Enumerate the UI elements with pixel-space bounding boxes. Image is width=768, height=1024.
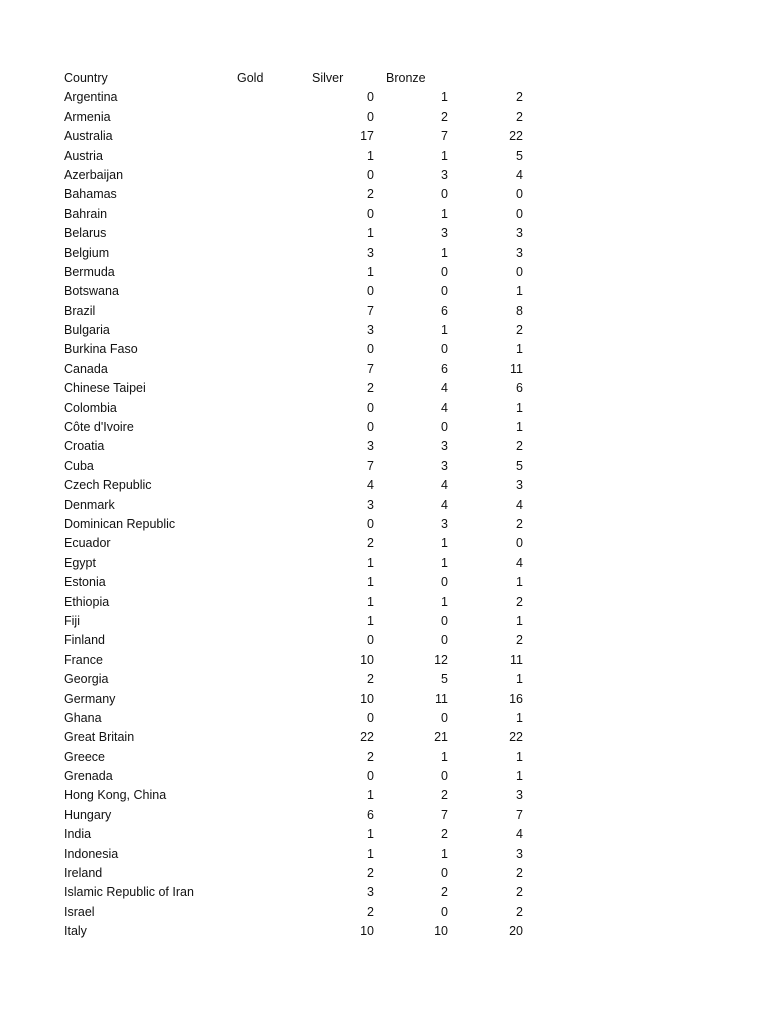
table-row: [64, 515, 523, 534]
country-cell: Bulgaria: [64, 323, 110, 338]
table-row: [64, 108, 523, 127]
gold-cell: 10: [360, 652, 374, 667]
bronze-cell: 2: [516, 885, 523, 900]
silver-cell: 1: [441, 245, 448, 260]
country-cell: Indonesia: [64, 846, 119, 861]
bronze-cell: 0: [516, 187, 523, 202]
silver-cell: 3: [441, 226, 448, 241]
gold-cell: 0: [367, 400, 374, 415]
gold-cell: 1: [367, 226, 374, 241]
silver-cell: 1: [441, 846, 448, 861]
silver-cell: 0: [441, 284, 448, 299]
bronze-cell: 2: [516, 109, 523, 124]
gold-cell: 2: [367, 866, 374, 881]
country-cell: India: [64, 827, 92, 842]
table-row: [64, 418, 523, 437]
silver-cell: 0: [441, 710, 448, 725]
table-row: [64, 573, 523, 592]
bronze-cell: 4: [516, 167, 523, 182]
bronze-cell: 4: [516, 497, 523, 512]
country-cell: Austria: [64, 148, 103, 163]
silver-cell: 0: [441, 575, 448, 590]
silver-cell: 21: [434, 730, 448, 745]
bronze-cell: 2: [516, 323, 523, 338]
silver-cell: 1: [441, 90, 448, 105]
gold-cell: 0: [367, 633, 374, 648]
table-row: [64, 709, 523, 728]
gold-cell: 0: [367, 109, 374, 124]
country-cell: Greece: [64, 749, 105, 764]
silver-cell: 0: [441, 633, 448, 648]
table-row: [64, 612, 523, 631]
bronze-cell: 3: [516, 226, 523, 241]
table-row: [64, 883, 523, 902]
country-cell: Australia: [64, 129, 113, 144]
silver-cell: 4: [441, 381, 448, 396]
header-country: Country: [64, 71, 108, 85]
gold-cell: 2: [367, 904, 374, 919]
silver-cell: 2: [441, 827, 448, 842]
country-cell: Azerbaijan: [64, 167, 124, 182]
gold-cell: 3: [367, 323, 374, 338]
country-cell: Germany: [64, 691, 116, 706]
gold-cell: 0: [367, 206, 374, 221]
silver-cell: 1: [441, 148, 448, 163]
gold-cell: 0: [367, 420, 374, 435]
gold-cell: 2: [367, 749, 374, 764]
gold-cell: 2: [367, 672, 374, 687]
country-cell: Ghana: [64, 710, 102, 725]
bronze-cell: 4: [516, 827, 523, 842]
table-row: [64, 786, 523, 805]
country-cell: Belarus: [64, 226, 107, 241]
table-row: [64, 651, 523, 670]
silver-cell: 1: [441, 749, 448, 764]
silver-cell: 7: [441, 129, 448, 144]
country-cell: Bahrain: [64, 206, 108, 221]
table-row: [64, 864, 523, 883]
gold-cell: 2: [367, 381, 374, 396]
table-row: [64, 670, 523, 689]
table-row: [64, 244, 523, 263]
gold-cell: 3: [367, 245, 374, 260]
silver-cell: 1: [441, 536, 448, 551]
table-row: [64, 457, 523, 476]
country-cell: Italy: [64, 924, 87, 939]
gold-cell: 7: [367, 303, 374, 318]
country-cell: Brazil: [64, 303, 96, 318]
bronze-cell: 1: [516, 749, 523, 764]
table-row: [64, 825, 523, 844]
bronze-cell: 16: [509, 691, 523, 706]
table-row: [64, 399, 523, 418]
gold-cell: 0: [367, 90, 374, 105]
country-cell: Chinese Taipei: [64, 381, 146, 396]
table-row: [64, 321, 523, 340]
country-cell: Ecuador: [64, 536, 111, 551]
silver-cell: 3: [441, 516, 448, 531]
silver-cell: 6: [441, 361, 448, 376]
country-cell: Croatia: [64, 439, 105, 454]
gold-cell: 0: [367, 167, 374, 182]
table-row: [64, 476, 523, 495]
silver-cell: 10: [434, 924, 448, 939]
bronze-cell: 2: [516, 633, 523, 648]
silver-cell: 2: [441, 885, 448, 900]
silver-cell: 4: [441, 497, 448, 512]
gold-cell: 10: [360, 924, 374, 939]
bronze-cell: 20: [509, 924, 523, 939]
gold-cell: 1: [367, 264, 374, 279]
bronze-cell: 1: [516, 769, 523, 784]
table-row: [64, 534, 523, 553]
bronze-cell: 22: [509, 730, 523, 745]
silver-cell: 3: [441, 167, 448, 182]
silver-cell: 2: [441, 788, 448, 803]
bronze-cell: 1: [516, 420, 523, 435]
silver-cell: 0: [441, 613, 448, 628]
country-cell: Grenada: [64, 769, 113, 784]
gold-cell: 1: [367, 827, 374, 842]
gold-cell: 0: [367, 284, 374, 299]
silver-cell: 0: [441, 904, 448, 919]
gold-cell: 0: [367, 710, 374, 725]
gold-cell: 1: [367, 613, 374, 628]
silver-cell: 0: [441, 866, 448, 881]
table-row: [64, 903, 523, 922]
table-row: [64, 690, 523, 709]
table-row: [64, 263, 523, 282]
gold-cell: 7: [367, 361, 374, 376]
silver-cell: 7: [441, 807, 448, 822]
country-cell: Israel: [64, 904, 95, 919]
bronze-cell: 8: [516, 303, 523, 318]
table-row: [64, 437, 523, 456]
bronze-cell: 6: [516, 381, 523, 396]
country-cell: Belgium: [64, 245, 110, 260]
silver-cell: 0: [441, 187, 448, 202]
silver-cell: 1: [441, 323, 448, 338]
country-cell: Finland: [64, 633, 105, 648]
table-row: [64, 205, 523, 224]
gold-cell: 0: [367, 516, 374, 531]
gold-cell: 1: [367, 846, 374, 861]
silver-cell: 1: [441, 555, 448, 570]
country-cell: Armenia: [64, 109, 111, 124]
country-cell: Czech Republic: [64, 478, 152, 493]
table-row: [64, 767, 523, 786]
table-body: [64, 88, 523, 941]
gold-cell: 3: [367, 497, 374, 512]
table-row: [64, 922, 523, 941]
table-row: [64, 282, 523, 301]
country-cell: Ireland: [64, 866, 103, 881]
bronze-cell: 3: [516, 788, 523, 803]
table-row: [64, 554, 523, 573]
silver-cell: 4: [441, 400, 448, 415]
gold-cell: 1: [367, 594, 374, 609]
bronze-cell: 22: [509, 129, 523, 144]
table-row: [64, 379, 523, 398]
medal-table: [64, 69, 523, 942]
country-cell: Egypt: [64, 555, 96, 570]
silver-cell: 4: [441, 478, 448, 493]
country-cell: Bahamas: [64, 187, 117, 202]
bronze-cell: 7: [516, 807, 523, 822]
country-cell: Burkina Faso: [64, 342, 138, 357]
bronze-cell: 1: [516, 613, 523, 628]
gold-cell: 1: [367, 788, 374, 803]
gold-cell: 4: [367, 478, 374, 493]
table-row: [64, 728, 523, 747]
bronze-cell: 11: [510, 652, 523, 667]
table-row: [64, 127, 523, 146]
gold-cell: 17: [360, 129, 374, 144]
silver-cell: 5: [441, 672, 448, 687]
table-header-row: [64, 69, 484, 88]
bronze-cell: 1: [516, 400, 523, 415]
bronze-cell: 5: [516, 148, 523, 163]
country-cell: Great Britain: [64, 730, 135, 745]
bronze-cell: 2: [516, 439, 523, 454]
table-row: [64, 88, 523, 107]
bronze-cell: 2: [516, 516, 523, 531]
silver-cell: 1: [441, 594, 448, 609]
bronze-cell: 2: [516, 866, 523, 881]
bronze-cell: 4: [516, 555, 523, 570]
country-cell: Argentina: [64, 90, 118, 105]
gold-cell: 2: [367, 536, 374, 551]
gold-cell: 0: [367, 342, 374, 357]
bronze-cell: 2: [516, 904, 523, 919]
country-cell: Botswana: [64, 284, 119, 299]
header-gold: Gold: [237, 71, 264, 85]
silver-cell: 12: [434, 652, 448, 667]
bronze-cell: 1: [516, 284, 523, 299]
country-cell: Fiji: [64, 613, 80, 628]
country-cell: Bermuda: [64, 264, 115, 279]
country-cell: Colombia: [64, 400, 117, 415]
bronze-cell: 2: [516, 594, 523, 609]
country-cell: Côte d'Ivoire: [64, 420, 134, 435]
table-row: [64, 147, 523, 166]
country-cell: Canada: [64, 361, 108, 376]
country-cell: Denmark: [64, 497, 115, 512]
header-silver: Silver: [312, 71, 344, 85]
bronze-cell: 0: [516, 536, 523, 551]
table-row: [64, 185, 523, 204]
silver-cell: 6: [441, 303, 448, 318]
country-cell: France: [64, 652, 103, 667]
silver-cell: 0: [441, 264, 448, 279]
country-cell: Cuba: [64, 458, 94, 473]
silver-cell: 0: [441, 420, 448, 435]
bronze-cell: 3: [516, 846, 523, 861]
country-cell: Ethiopia: [64, 594, 110, 609]
country-cell: Hong Kong, China: [64, 788, 167, 803]
bronze-cell: 1: [516, 575, 523, 590]
country-cell: Estonia: [64, 575, 106, 590]
gold-cell: 3: [367, 885, 374, 900]
gold-cell: 1: [367, 148, 374, 163]
table-row: [64, 845, 523, 864]
bronze-cell: 0: [516, 264, 523, 279]
bronze-cell: 3: [516, 478, 523, 493]
bronze-cell: 3: [516, 245, 523, 260]
header-bronze: Bronze: [386, 71, 426, 85]
gold-cell: 1: [367, 555, 374, 570]
table-row: [64, 748, 523, 767]
silver-cell: 2: [441, 109, 448, 124]
country-cell: Dominican Republic: [64, 516, 176, 531]
table-row: [64, 302, 523, 321]
gold-cell: 10: [360, 691, 374, 706]
bronze-cell: 1: [516, 672, 523, 687]
silver-cell: 0: [441, 769, 448, 784]
gold-cell: 3: [367, 439, 374, 454]
bronze-cell: 5: [516, 458, 523, 473]
gold-cell: 1: [367, 575, 374, 590]
table-row: [64, 631, 523, 650]
table-row: [64, 360, 523, 379]
gold-cell: 22: [360, 730, 374, 745]
table-row: [64, 224, 523, 243]
silver-cell: 3: [441, 458, 448, 473]
bronze-cell: 1: [516, 342, 523, 357]
silver-cell: 3: [441, 439, 448, 454]
gold-cell: 7: [367, 458, 374, 473]
gold-cell: 0: [367, 769, 374, 784]
bronze-cell: 11: [510, 361, 523, 376]
silver-cell: 0: [441, 342, 448, 357]
gold-cell: 2: [367, 187, 374, 202]
silver-cell: 11: [435, 691, 448, 706]
bronze-cell: 1: [516, 710, 523, 725]
table-row: [64, 593, 523, 612]
country-cell: Hungary: [64, 807, 112, 822]
bronze-cell: 2: [516, 90, 523, 105]
bronze-cell: 0: [516, 206, 523, 221]
country-cell: Georgia: [64, 672, 109, 687]
table-row: [64, 166, 523, 185]
table-row: [64, 496, 523, 515]
table-row: [64, 806, 523, 825]
silver-cell: 1: [441, 206, 448, 221]
country-cell: Islamic Republic of Iran: [64, 885, 194, 900]
gold-cell: 6: [367, 807, 374, 822]
table-row: [64, 340, 523, 359]
